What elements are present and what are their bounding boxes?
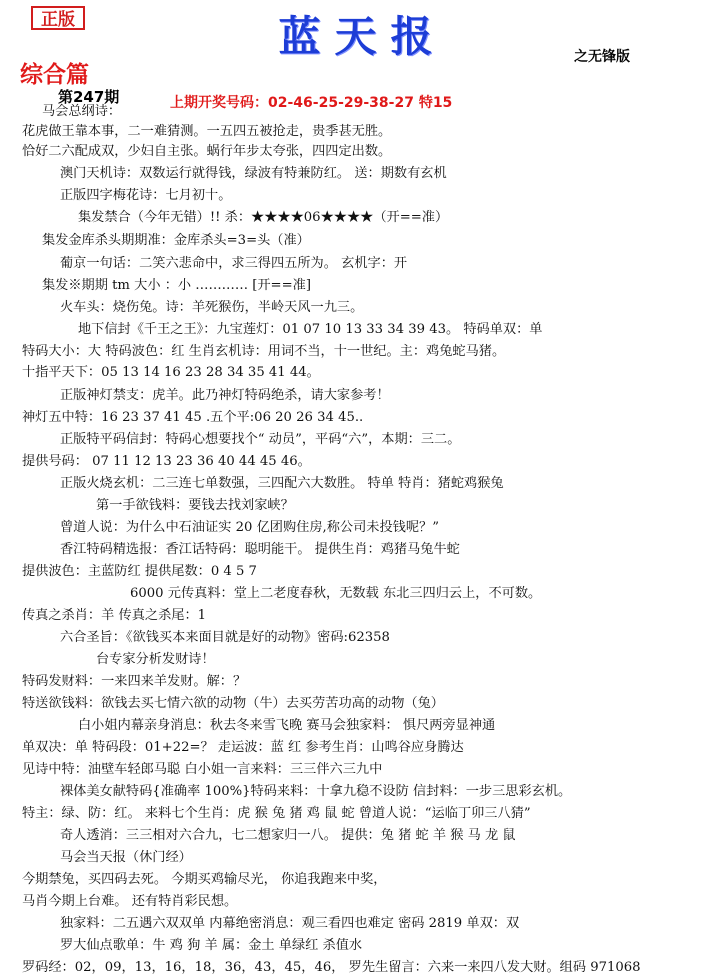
text-line: 特主：绿、防：红。 来料七个生肖：虎 猴 兔 猪 鸡 鼠 蛇 曾道人说：“运临丁卯三八猜”: [22, 806, 531, 821]
genuine-edition-badge: 正版: [31, 6, 85, 30]
text-line: 六合圣旨：《欲钱买本来面目就是好的动物》密码:62358: [60, 630, 390, 645]
text-line: 提供波色：主蓝防红 提供尾数：0 4 5 7: [22, 564, 257, 579]
text-line: 罗码经：02，09，13，16，18，36，43，45，46， 罗先生留言：六来一来四八发大财。组码 971068: [22, 960, 641, 975]
text-line: 6000 元传真料：堂上二老度春秋，无数载 东北三四归云上，不可数。: [130, 586, 542, 601]
text-line: 马会总纲诗：: [42, 104, 122, 119]
section-title: 综合篇: [20, 62, 89, 88]
last-draw-numbers: 上期开奖号码：02-46-25-29-38-27 特15: [170, 95, 453, 111]
text-line: 正版特平码信封：特码心想要找个“ 动员”，平码“六”，本期：三二。: [60, 432, 461, 447]
text-line: 集发禁合（今年无错）!! 杀：★★★★06★★★★（开==准）: [78, 210, 449, 225]
text-line: 火车头：烧伤兔。诗：羊死猴伤，半岭天风一九三。: [60, 300, 364, 315]
text-line: 正版火烧玄机：二三连七单数强，三四配六大数胜。 特单 特肖：猪蛇鸡猴兔: [60, 476, 504, 491]
text-line: 花虎做王靠本事，二一难猜测。一五四五被抢走，贵季甚无胜。: [22, 124, 392, 139]
text-line: 葡京一句话：二笑六悲命中，求三得四五所为。 玄机字：开: [60, 256, 408, 271]
text-line: 地下信封《千王之王》：九宝莲灯：01 07 10 13 33 34 39 43。 特码单双：单: [78, 322, 543, 337]
text-line: 裸体美女献特码{准确率 100%}特码来料：十拿九稳不设防 信封料：一步三思彩玄机。: [60, 784, 572, 799]
text-line: 传真之杀肖：羊 传真之杀尾：1: [22, 608, 207, 623]
text-line: 奇人透消：三三相对六合九，七二想家归一八。 提供：兔 猪 蛇 羊 猴 马 龙 鼠: [60, 828, 516, 843]
text-line: 集发金库杀头期期准：金库杀头=3=头（准）: [42, 233, 310, 248]
text-line: 集发※期期 tm 大小 ：小 ………… [开==准]: [42, 278, 311, 293]
text-line: 提供号码： 07 11 12 13 23 36 40 44 45 46。: [22, 454, 311, 469]
text-line: 特送欲钱料：欲钱去买七情六欲的动物（牛）去买劳苦功高的动物（兔）: [22, 696, 444, 711]
text-line: 香江特码精选报：香江话特码：聪明能干。 提供生肖：鸡猪马兔牛蛇: [60, 542, 460, 557]
text-line: 澳门天机诗：双数运行就得钱，绿波有特兼防红。 送：期数有玄机: [60, 166, 447, 181]
text-line: 特码发财料：一来四来羊发财。解：？: [22, 674, 247, 689]
text-line: 特码大小：大 特码波色：红 生肖玄机诗：用词不当，十一世纪。主：鸡兔蛇马猪。: [22, 344, 506, 359]
text-line: 十指平天下：05 13 14 16 23 28 34 35 41 44。: [22, 365, 320, 380]
text-line: 今期禁兔，买四码去死。 今期买鸡输尽光， 你追我跑来中奖，: [22, 872, 387, 887]
issue-number: 第247期: [58, 88, 120, 106]
text-line: 罗大仙点歌单：牛 鸡 狗 羊 属：金土 单绿红 杀值水: [60, 938, 363, 953]
text-line: 正版神灯禁支：虎羊。此乃神灯特码绝杀，请大家参考！: [60, 388, 390, 403]
text-line: 白小姐内幕亲身消息：秋去冬来雪飞晚 赛马会独家料： 惧尺两旁显神通: [78, 718, 496, 733]
text-line: 独家料：二五遇六双双单 内幕绝密消息：观三看四也难定 密码 2819 单双：双: [60, 916, 520, 931]
text-line: 正版四字梅花诗：七月初十。: [60, 188, 232, 203]
text-line: 马会当天报（休门经）: [60, 850, 192, 865]
text-line: 见诗中特：油壁车轻郎马聪 白小姐一言来料：三三伴六三九中: [22, 762, 383, 777]
text-line: 神灯五中特：16 23 37 41 45 .五个平:06 20 26 34 45..: [22, 410, 364, 425]
text-line: 马肖今期上台难。 还有特肖彩民想。: [22, 894, 238, 909]
edition-label: 之无锋版: [574, 49, 630, 65]
text-line: 恰好二六配成双，少妇自主张。蜗行年步太夸张，四四定出数。: [22, 144, 392, 159]
text-line: 台专家分析发财诗！: [96, 652, 215, 667]
text-line: 曾道人说：为什么中石油证实 20 亿团购住房,称公司未投钱呢？”: [60, 520, 439, 535]
text-line: 第一手欲钱料：要钱去找刘家峡？: [96, 498, 294, 513]
text-line: 单双决：单 特码段：01+22=？ 走运波：蓝 红 参考生肖：山鸣谷应身腾达: [22, 740, 464, 755]
newspaper-masthead: 蓝天报: [278, 12, 447, 61]
